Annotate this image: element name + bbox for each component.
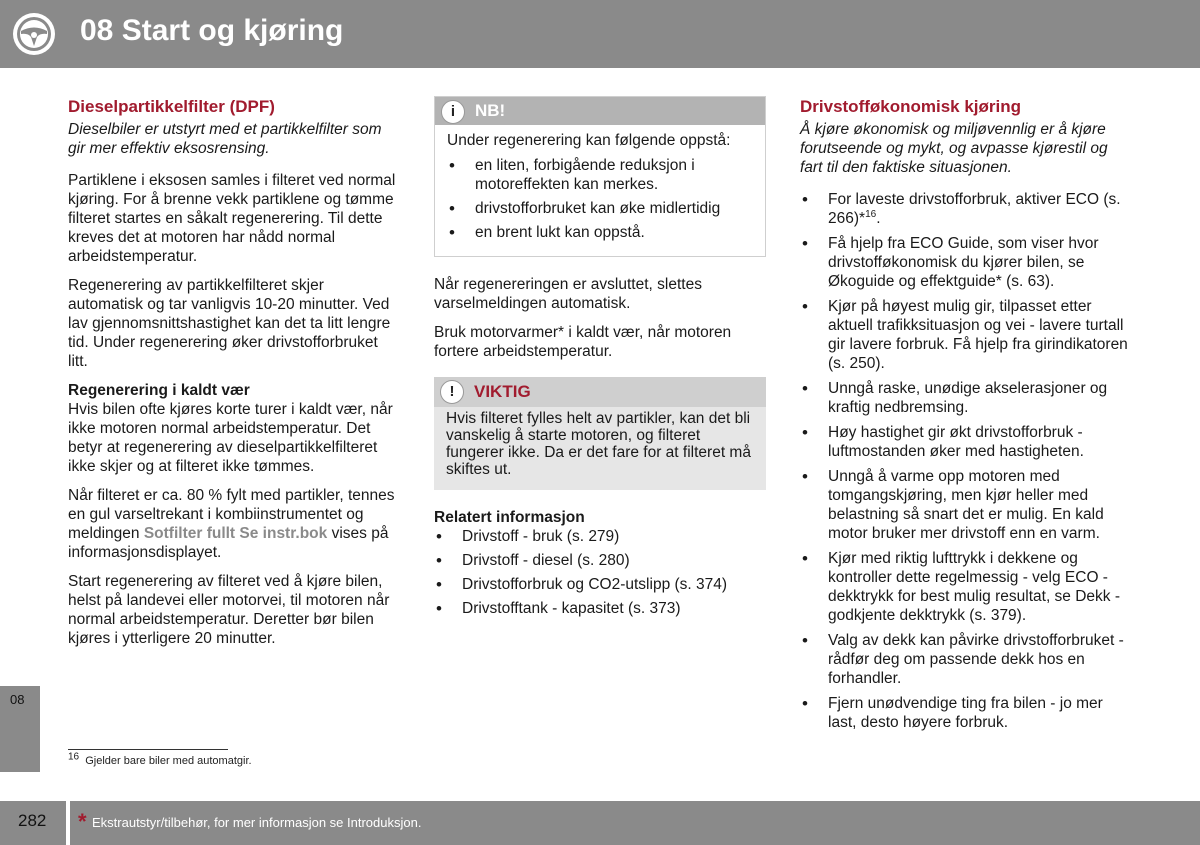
text-span: . xyxy=(876,210,881,227)
footnote xyxy=(68,751,252,767)
footer-bar xyxy=(70,801,1200,845)
paragraph: Start regenerering av filteret ved å kjøre bilen, helst på landevei eller motorvei, til motoren når normal arbeidstemperatur. Deretter bør bilen kjøres i ytterligere 20 minutter. xyxy=(68,573,390,647)
important-box xyxy=(434,377,766,490)
lead-text-economy: Å kjøre økonomisk og miljøvennlig er å kjøre forutseende og mykt, og avpasse kjørestil og fart til den faktiske situasjonen. xyxy=(800,121,1108,176)
note-box-body xyxy=(435,125,765,256)
section-heading-economy: Drivstofføkonomisk kjøring xyxy=(800,97,1022,116)
related-link[interactable]: • Drivstoff - diesel (s. 280) xyxy=(434,551,766,570)
paragraph-warning-message xyxy=(68,486,398,562)
footnote-ref: 16 xyxy=(865,208,877,220)
list-item: • Få hjelp fra ECO Guide, som viser hvor drivstofføkonomisk du kjører bilen, se Økoguide og effektguide* (s. 63). xyxy=(800,234,1130,291)
note-intro: Under regenerering kan følgende oppstå: xyxy=(447,132,731,149)
steering-wheel-icon xyxy=(0,0,68,68)
important-box-body: Hvis filteret fylles helt av partikler, kan det bli vanskelig å starte motoren, og filteret fungerer ikke. Da er det fare for at filteret må skiftes ut. xyxy=(434,407,766,490)
economy-tips-list xyxy=(800,190,1130,732)
paragraph: Partiklene i eksosen samles i filteret ved normal kjøring. For å brenne vekk partiklene og tømme filteret startes en såkalt regenerering. Til dette kreves det at motoren har nådd normal arbeidstemperatur. xyxy=(68,172,396,265)
text-span: vises på informasjonsdisplayet. xyxy=(68,525,389,561)
text-span: For laveste drivstofforbruk, aktiver ECO (s. 266)* xyxy=(828,191,1121,227)
related-link[interactable]: • Drivstofftank - kapasitet (s. 373) xyxy=(434,599,766,618)
warning-icon: ! xyxy=(440,380,464,404)
chapter-number: 08 xyxy=(10,692,25,707)
related-info-heading: Relatert informasjon xyxy=(434,509,585,526)
important-box-header xyxy=(434,377,766,407)
footer-note: Ekstrautstyr/tilbehør, for mer informasjon se Introduksjon. xyxy=(92,815,422,830)
lead-text-dpf: Dieselbiler er utstyrt med et partikkelfilter som gir mer effektiv eksosrensing. xyxy=(68,121,382,157)
note-box xyxy=(434,96,766,257)
paragraph: Regenerering av partikkelfilteret skjer automatisk og tar vanligvis 10-20 minutter. Ved lav gjennomsnittshastighet kan det ta litt lengre tid. Under regenerering øker drivstofforbruket litt. xyxy=(68,277,391,370)
paragraph: Hvis bilen ofte kjøres korte turer i kaldt vær, når ikke motoren normal arbeidstemperatur. Det betyr at regenerering av dieselpartikkelfilteret ikke skjer og at filteret ikke tømmes. xyxy=(68,401,393,475)
text-span: Når filteret er ca. 80 % fylt med partikler, tennes en gul varseltrekant i kombiinstrumentet og meldingen xyxy=(68,487,395,542)
page-number-box xyxy=(0,801,66,845)
page-number: 282 xyxy=(18,811,47,830)
list-item: • Unngå å varme opp motoren med tomgangskjøring, men kjør heller med belastning så snart det er mulig. En kald motor bruker mer drivstoff enn en varm. xyxy=(800,467,1130,543)
subheading-cold-weather: Regenerering i kaldt vær xyxy=(68,382,250,399)
asterisk-icon: * xyxy=(78,809,87,834)
list-item: • Høy hastighet gir økt drivstofforbruk - luftmostanden øker med hastigheten. xyxy=(800,423,1130,461)
related-link[interactable]: • Drivstofforbruk og CO2-utslipp (s. 374) xyxy=(434,575,766,594)
page-header xyxy=(0,0,1200,68)
list-item: • en brent lukt kan oppstå. xyxy=(447,223,753,242)
list-item: • Kjør med riktig lufttrykk i dekkene og kontroller dette regelmessig - velg ECO -dekktrykk for best mulig resultat, se Dekk - godkjente dekktrykk (s. 379). xyxy=(800,549,1130,625)
list-item: • Unngå raske, unødige akselerasjoner og kraftig nedbremsing. xyxy=(800,379,1130,417)
info-icon: i xyxy=(441,100,465,124)
paragraph: Bruk motorvarmer* i kaldt vær, når motoren fortere arbeidstemperatur. xyxy=(434,324,732,360)
list-item: • Kjør på høyest mulig gir, tilpasset etter aktuell trafikksituasjon og vei - lavere turtall gir lavere forbruk. Få hjelp fra girindikatoren (s. 250). xyxy=(800,297,1130,373)
display-message: Sotfilter fullt Se instr.bok xyxy=(143,525,328,542)
related-info-list xyxy=(434,527,766,618)
chapter-side-tab xyxy=(0,686,40,772)
note-list xyxy=(447,156,753,242)
list-item: • Valg av dekk kan påvirke drivstofforbruket - rådfør deg om passende dekk hos en forhandler. xyxy=(800,631,1130,688)
important-label: VIKTIG xyxy=(474,382,531,401)
list-item: • drivstofforbruket kan øke midlertidig xyxy=(447,199,753,218)
footnote-divider xyxy=(68,749,228,750)
list-item: • en liten, forbigående reduksjon i motoreffekten kan merkes. xyxy=(447,156,753,194)
section-heading-dpf: Dieselpartikkelfilter (DPF) xyxy=(68,97,275,116)
note-label: NB! xyxy=(475,101,506,120)
chapter-icon-box xyxy=(0,0,68,68)
paragraph: Når regenereringen er avsluttet, slettes varselmeldingen automatisk. xyxy=(434,276,702,312)
column-dpf xyxy=(68,96,398,658)
column-notes xyxy=(434,96,766,628)
note-box-header xyxy=(435,97,765,125)
footnote-number: 16 xyxy=(68,751,80,763)
footnote-text: Gjelder bare biler med automatgir. xyxy=(85,755,252,767)
column-economy xyxy=(800,96,1130,742)
list-item: • Fjern unødvendige ting fra bilen - jo mer last, desto høyere forbruk. xyxy=(800,694,1130,732)
page-title: 08 Start og kjøring xyxy=(80,14,344,47)
related-link[interactable]: • Drivstoff - bruk (s. 279) xyxy=(434,527,766,546)
list-item xyxy=(800,190,1130,228)
